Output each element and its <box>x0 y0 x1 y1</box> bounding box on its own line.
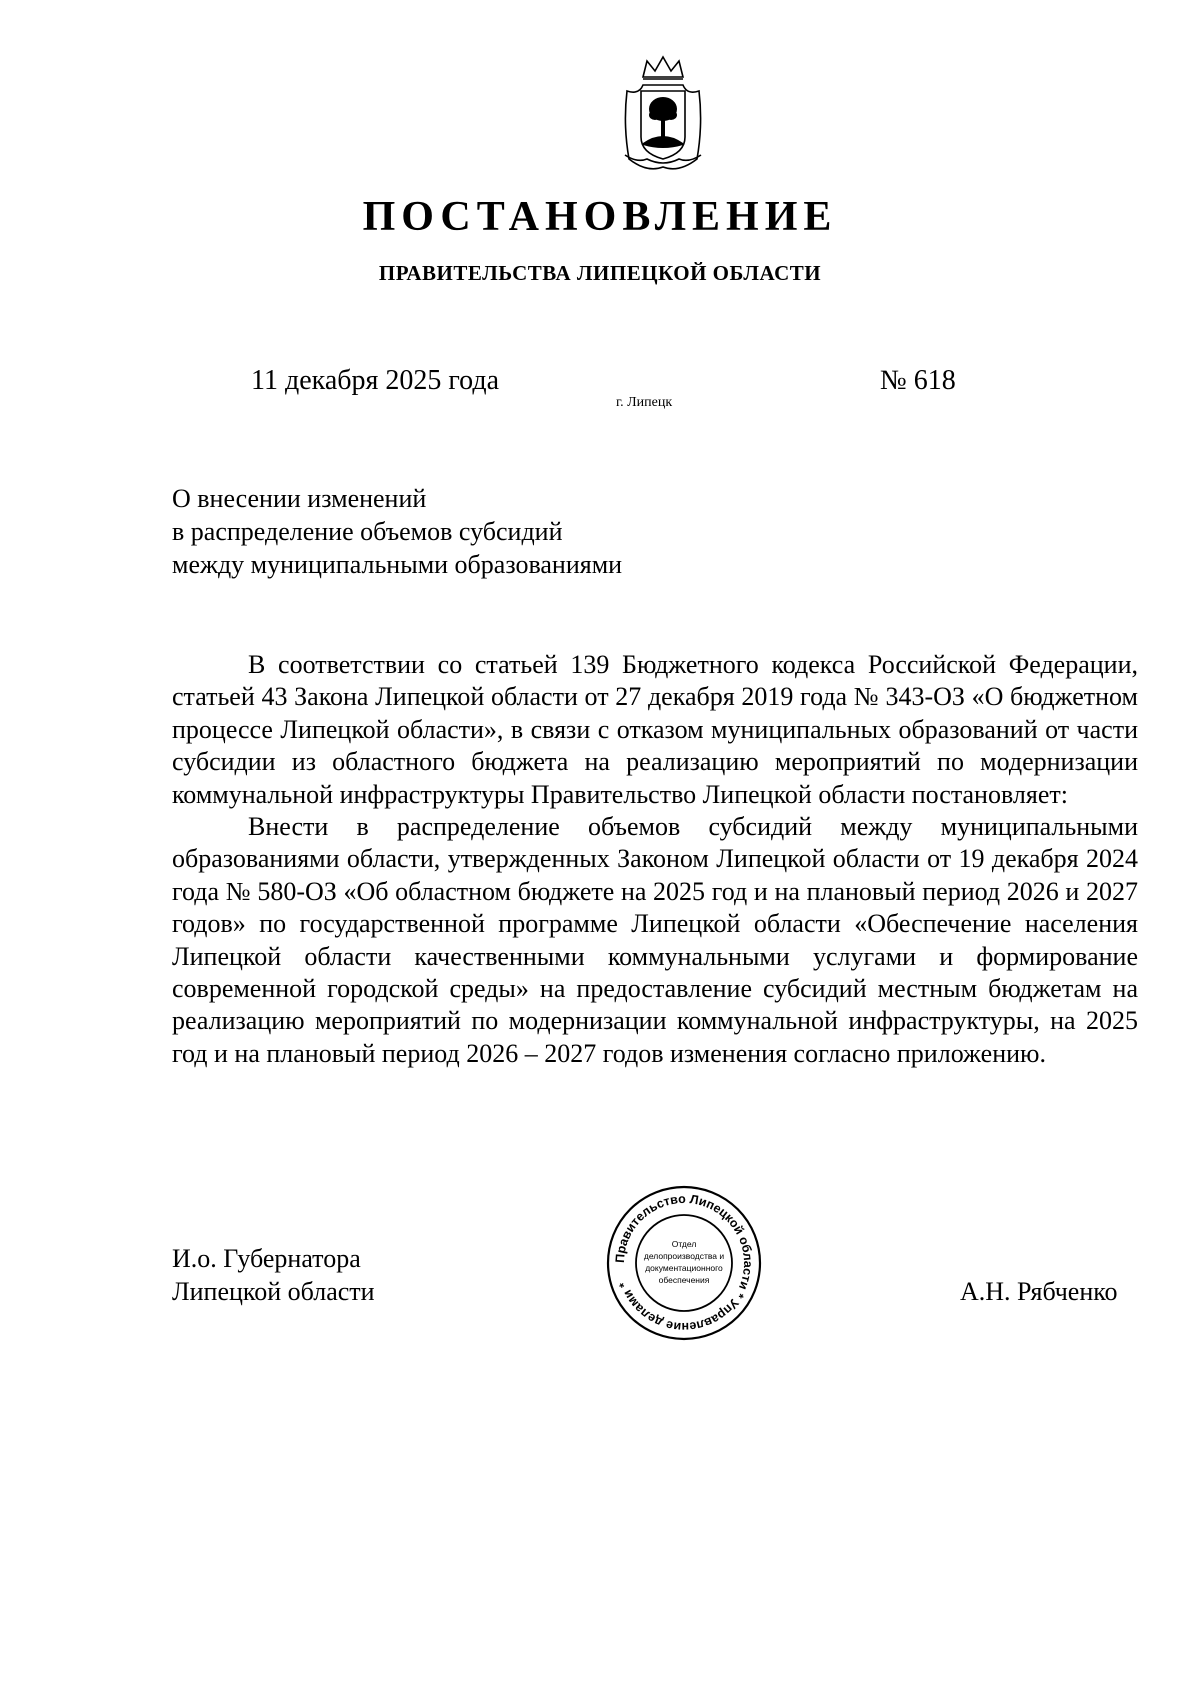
subject-line: в распределение объемов субсидий <box>172 517 563 546</box>
document-city: г. Липецк <box>616 395 673 410</box>
subject-line: между муниципальными образованиями <box>172 550 623 579</box>
signer-title-line: И.о. Губернатора <box>172 1244 361 1273</box>
stamp-inner-line: обеспечения <box>658 1275 710 1285</box>
document-type-heading: ПОСТАНОВЛЕНИЕ <box>362 194 838 240</box>
signer-name: А.Н. Рябченко <box>960 1277 1118 1306</box>
stamp-inner-line: делопроизводства и <box>643 1251 725 1261</box>
stamp-inner-line: документационного <box>645 1263 723 1273</box>
signer-title-line: Липецкой области <box>172 1277 375 1306</box>
issuer-heading: ПРАВИТЕЛЬСТВА ЛИПЕЦКОЙ ОБЛАСТИ <box>378 261 822 285</box>
document-date: 11 декабря 2025 года <box>251 365 500 396</box>
stamp-inner-line: Отдел <box>671 1239 697 1249</box>
document-subject <box>172 482 622 581</box>
body-paragraph: В соответствии со статьей 139 Бюджетного кодекса Российской Федерации, статьей 43 Закона Липецкой области от 27 декабря 2019 года № 343-ОЗ «О бюджетном процессе Липецкой области», в связи с отказом муниципальных образований от части субсидии из областного бюджета на реализацию мероприятий по модернизации коммунальной инфраструктуры Правительство Липецкой области постановляет: <box>172 650 1138 809</box>
body-paragraph: Внести в распределение объемов субсидий между муниципальными образованиями области, утвержденных Законом Липецкой области от 19 декабря 2024 года № 580-ОЗ «Об областном бюджете на 2025 год и на плановый период 2026 и 2027 годов» по государственной программе Липецкой области «Обеспечение населения Липецкой области качественными коммунальными услугами и формирование современной городской среды» на предоставление субсидий местным бюджетам на реализацию мероприятий по модернизации коммунальной инфраструктуры, на 2025 год и на плановый период 2026 – 2027 годов изменения согласно приложению. <box>172 812 1138 1068</box>
coat-of-arms-icon <box>617 55 709 176</box>
document-number: № 618 <box>880 365 956 396</box>
subject-line: О внесении изменений <box>172 484 427 513</box>
document-body <box>172 649 1138 1070</box>
official-stamp <box>604 1183 764 1343</box>
signer-title <box>172 1242 375 1308</box>
stamp-outer-text: Правительство Липецкой области * Управление делами * <box>612 1191 756 1335</box>
